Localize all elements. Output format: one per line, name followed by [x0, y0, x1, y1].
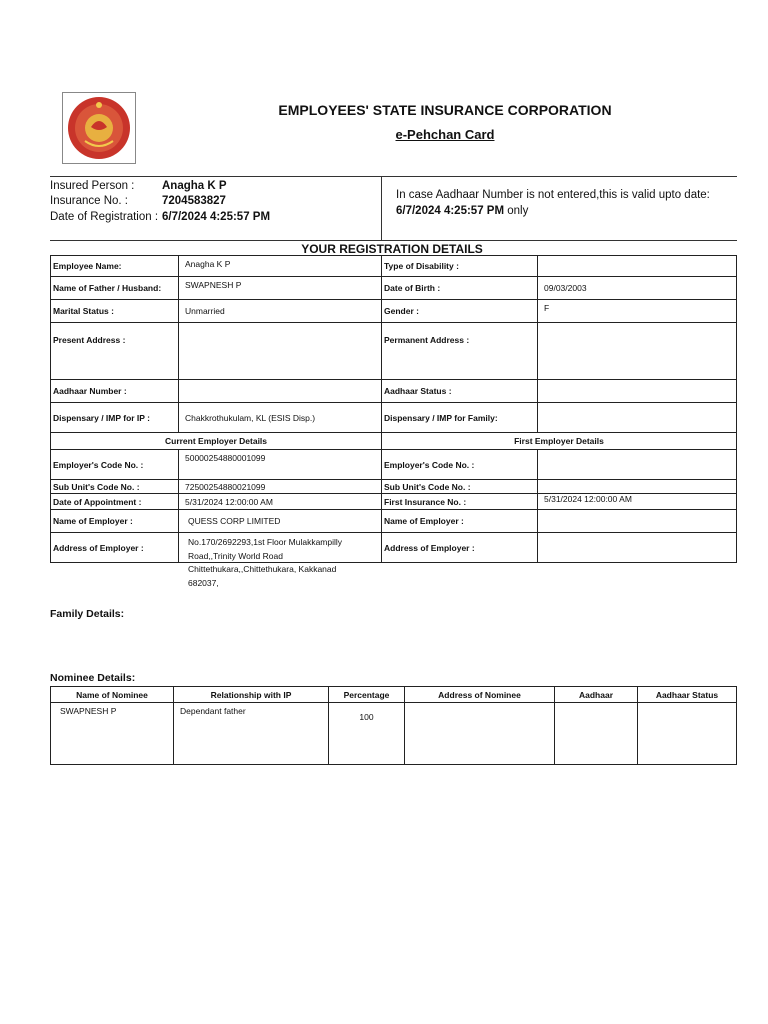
table-row — [51, 450, 737, 480]
address-line: Chittethukara,,Chittethukara, Kakkanad — [188, 564, 337, 574]
gender-value: F — [538, 300, 737, 323]
dob-value: 09/03/2003 — [538, 277, 737, 300]
father-name-value: SWAPNESH P — [179, 277, 382, 300]
first-employer-name-label: Name of Employer : — [382, 510, 538, 533]
dispensary-family-value — [538, 403, 737, 433]
current-employer-address-value — [188, 536, 378, 590]
validity-suffix: only — [504, 205, 529, 217]
aadhaar-number-value — [179, 380, 382, 403]
family-details-label: Family Details: — [50, 608, 125, 620]
validity-date: 6/7/2024 4:25:57 PM — [396, 205, 505, 217]
divider-top — [50, 176, 737, 177]
current-employer-name-label: Name of Employer : — [51, 510, 179, 533]
dispensary-family-label: Dispensary / IMP for Family: — [382, 403, 538, 433]
first-insurance-value: 5/31/2024 12:00:00 AM — [538, 494, 737, 510]
column-header: Percentage — [329, 687, 405, 703]
dispensary-ip-label: Dispensary / IMP for IP : — [51, 403, 179, 433]
registration-date-label: Date of Registration : — [50, 211, 159, 223]
employee-name-label: Employee Name: — [51, 256, 179, 277]
marital-status-value: Unmarried — [179, 300, 382, 323]
nominee-aadhaar — [555, 703, 638, 765]
address-line: Road,,Trinity World Road — [188, 550, 283, 561]
aadhaar-status-value — [538, 380, 737, 403]
nominee-header-row — [51, 687, 737, 703]
card-subtitle: e-Pehchan Card — [395, 127, 495, 142]
dob-label: Date of Birth : — [382, 277, 538, 300]
first-employer-address-label: Address of Employer : — [382, 533, 538, 563]
validity-note — [396, 187, 716, 219]
first-subunit-value — [538, 480, 737, 494]
divider-vertical — [381, 176, 382, 240]
appointment-date-value: 5/31/2024 12:00:00 AM — [179, 494, 382, 510]
column-header: Aadhaar Status — [638, 687, 737, 703]
aadhaar-number-label: Aadhaar Number : — [51, 380, 179, 403]
validity-text: In case Aadhaar Number is not entered,this is valid upto date: — [396, 189, 710, 201]
table-row — [51, 703, 737, 765]
table-row — [51, 323, 737, 380]
dispensary-ip-value: Chakkrothukulam, KL (ESIS Disp.) — [179, 403, 382, 433]
esic-logo — [62, 92, 136, 164]
insurance-no-value: 7204583827 — [162, 195, 226, 207]
disability-value — [538, 256, 737, 277]
address-line: 682037, — [188, 577, 219, 588]
address-line: No.170/2692293,1st Floor Mulakkampilly — [188, 537, 343, 547]
table-row — [51, 403, 737, 433]
column-header: Aadhaar — [555, 687, 638, 703]
first-insurance-label: First Insurance No. : — [382, 494, 538, 510]
current-subunit-value: 72500254880021099 — [179, 480, 382, 494]
aadhaar-status-label: Aadhaar Status : — [382, 380, 538, 403]
nominee-table — [50, 686, 737, 765]
current-employer-heading: Current Employer Details — [51, 433, 382, 450]
first-employer-code-label: Employer's Code No. : — [382, 450, 538, 480]
current-employer-address-label: Address of Employer : — [51, 533, 179, 563]
nominee-aadhaar-status — [638, 703, 737, 765]
first-employer-heading: First Employer Details — [382, 433, 737, 450]
table-row — [51, 433, 737, 450]
current-employer-name-value: QUESS CORP LIMITED — [179, 510, 382, 533]
table-row — [51, 300, 737, 323]
first-subunit-label: Sub Unit's Code No. : — [382, 480, 538, 494]
disability-label: Type of Disability : — [382, 256, 538, 277]
employee-name-value: Anagha K P — [179, 256, 382, 277]
table-row — [51, 494, 737, 510]
registration-section-title: YOUR REGISTRATION DETAILS — [301, 242, 483, 256]
nominee-address — [405, 703, 555, 765]
column-header: Address of Nominee — [405, 687, 555, 703]
first-employer-code-value — [538, 450, 737, 480]
first-employer-name-value — [538, 510, 737, 533]
permanent-address-label: Permanent Address : — [382, 323, 538, 380]
divider-bottom — [50, 240, 737, 241]
present-address-value — [179, 323, 382, 380]
registration-table — [50, 255, 737, 563]
nominee-details-label: Nominee Details: — [50, 672, 136, 684]
table-row — [51, 256, 737, 277]
marital-status-label: Marital Status : — [51, 300, 179, 323]
first-employer-address-value — [538, 533, 737, 563]
nominee-percentage: 100 — [329, 703, 405, 765]
nominee-relationship: Dependant father — [174, 703, 329, 765]
insured-person-label: Insured Person : — [50, 180, 135, 192]
current-employer-code-value: 50000254880001099 — [179, 450, 382, 480]
nominee-name: SWAPNESH P — [51, 703, 174, 765]
insurance-no-label: Insurance No. : — [50, 195, 128, 207]
column-header: Relationship with IP — [174, 687, 329, 703]
page-title: EMPLOYEES' STATE INSURANCE CORPORATION — [278, 102, 612, 118]
insured-person-value: Anagha K P — [162, 180, 227, 192]
registration-date-value: 6/7/2024 4:25:57 PM — [162, 211, 271, 223]
table-row — [51, 277, 737, 300]
table-row — [51, 380, 737, 403]
column-header: Name of Nominee — [51, 687, 174, 703]
gender-label: Gender : — [382, 300, 538, 323]
current-employer-code-label: Employer's Code No. : — [51, 450, 179, 480]
permanent-address-value — [538, 323, 737, 380]
father-name-label: Name of Father / Husband: — [51, 277, 179, 300]
table-row — [51, 480, 737, 494]
table-row — [51, 510, 737, 533]
table-row — [51, 533, 737, 563]
appointment-date-label: Date of Appointment : — [51, 494, 179, 510]
current-subunit-label: Sub Unit's Code No. : — [51, 480, 179, 494]
present-address-label: Present Address : — [51, 323, 179, 380]
